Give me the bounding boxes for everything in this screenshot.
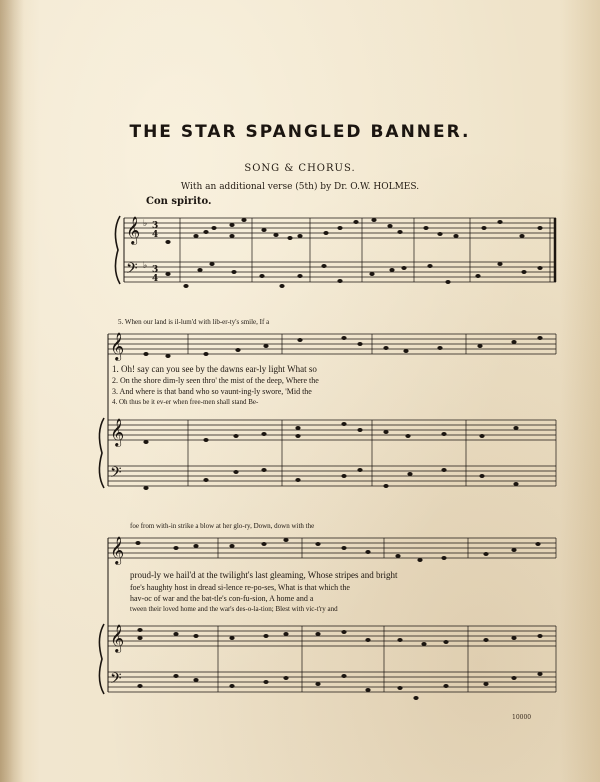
system-3-treble-staff xyxy=(108,626,556,646)
treble-clef-icon: 𝄞 xyxy=(110,332,125,360)
verse-3-lyric-line: hav-oc of war and the bat-tle's con-fu-sion, A home and a xyxy=(130,594,314,603)
verse-2-lyric-line: 2. On the shore dim-ly seen thro' the mist of the deep, Where the xyxy=(112,376,319,385)
tempo-marking: Con spirito. xyxy=(146,196,212,207)
treble-clef-icon: 𝄞 xyxy=(110,624,125,652)
additional-verse-credit: With an additional verse (5th) by Dr. O.W. HOLMES. xyxy=(180,182,420,192)
song-subtitle: SONG & CHORUS. xyxy=(244,163,356,174)
plate-number: 10000 xyxy=(512,714,532,721)
system-2-voice-staff xyxy=(108,334,556,354)
verse-4-lyric-line: 4. Oh thus be it ev-er when free-men shall stand Be- xyxy=(112,398,259,406)
verse-1-lyric-line: 1. Oh! say can you see by the dawns ear-ly light What so xyxy=(112,364,317,374)
verse-3-lyric-line: 3. And where is that band who so vaunt-ing-ly swore, 'Mid the xyxy=(112,387,312,396)
flat-icon: ♭ xyxy=(143,219,148,229)
time-signature: 4 xyxy=(152,230,159,240)
system-2-treble-staff xyxy=(108,420,556,440)
time-signature: 4 xyxy=(152,274,159,284)
verse-2-lyric-line: foe's haughty host in dread si-lence re-po-ses, What is that which the xyxy=(130,583,350,592)
noteheads xyxy=(135,218,542,700)
treble-clef-icon: 𝄞 xyxy=(110,418,125,446)
time-signature: 3 xyxy=(152,221,159,231)
flat-icon: ♭ xyxy=(143,261,148,271)
song-title: THE STAR SPANGLED BANNER. xyxy=(129,122,471,142)
verse-5-lyric-line: 5. When our land is il-lum'd with lib-er-ty's smile, If a xyxy=(118,318,270,326)
verse-4-lyric-line: tween their loved home and the war's des-o-la-tion; Blest with vic-t'ry and xyxy=(130,605,338,613)
time-signature: 3 xyxy=(152,265,159,275)
treble-clef-icon: 𝄞 xyxy=(110,536,125,564)
verse-5-lyric-line: foe from with-in strike a blow at her glo-ry, Down, down with the xyxy=(130,522,315,530)
bass-clef-icon: 𝄢 xyxy=(126,260,138,281)
bass-clef-icon: 𝄢 xyxy=(110,670,122,691)
bass-clef-icon: 𝄢 xyxy=(110,464,122,485)
treble-clef-icon: 𝄞 xyxy=(126,216,141,244)
verse-1-lyric-line: proud-ly we hail'd at the twilight's last gleaming, Whose stripes and bright xyxy=(130,570,398,580)
system-2-bass-staff xyxy=(108,466,556,486)
